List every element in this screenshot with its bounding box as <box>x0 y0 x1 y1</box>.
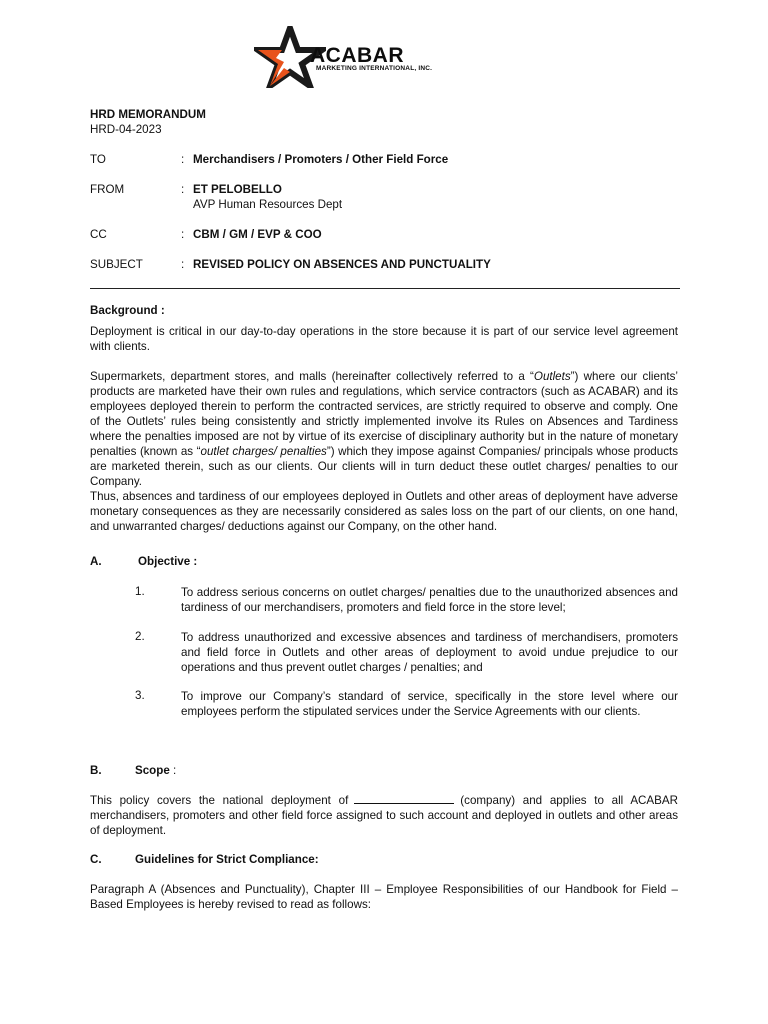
scope-paragraph: This policy covers the national deployment of (company) and applies to all ACABAR merchandisers, promoters and other field force assigned to such account and deployed in outlets and other areas of deployment. <box>90 794 678 837</box>
objective-letter: A. <box>90 555 102 568</box>
memo-heading: HRD MEMORANDUM <box>90 108 206 121</box>
objective-item-number: 3. <box>135 689 145 702</box>
cc-value: CBM / GM / EVP & COO <box>193 228 322 241</box>
objective-item: To address unauthorized and excessive absences and tardiness of merchandisers, promoters and field force in Outlets and other areas of deployment to avoid undue prejudice to our operations and thus prevent outlet charges / penalties; and <box>181 631 678 674</box>
company-logo <box>254 26 454 88</box>
subject-label: SUBJECT <box>90 258 143 271</box>
company-blank <box>354 793 454 804</box>
background-paragraph-2: Supermarkets, department stores, and malls (hereinafter collectively referred to a “Outlets”) where our clients’ products are marketed have their own rules and regulations, which service contractors (such as ACABAR) and its employees deployed therein to perform the contracted services, are strictly required to observe and comply. One of the Outlets’ rules being consistently and strictly implemented involve its Rules on Absences and Tardiness where the penalties imposed are not by virtue of its exercise of disciplinary authority but in the nature of monetary penalties (known as “outlet charges/ penalties”) which they impose against Companies/ principals whose products are marketed therein, such as our clients. Our clients will in turn deduct these outlet charges/ penalties to our Company. <box>90 370 679 488</box>
to-value: Merchandisers / Promoters / Other Field Force <box>193 153 449 166</box>
guidelines-paragraph: Paragraph A (Absences and Punctuality), Chapter III – Employee Responsibilities of our Handbook for Field – Based Employees is hereby revised to read as follows: <box>90 883 678 911</box>
guidelines-title: Guidelines for Strict Compliance: <box>135 853 319 866</box>
guidelines-letter: C. <box>90 853 102 866</box>
logo-subline: MARKETING INTERNATIONAL, INC. <box>316 65 433 72</box>
header-divider <box>90 288 680 289</box>
from-title: AVP Human Resources Dept <box>193 198 343 211</box>
memo-number: HRD-04-2023 <box>90 123 162 136</box>
logo-wordmark: ACABAR <box>310 44 404 67</box>
background-title: Background : <box>90 304 165 317</box>
to-colon: : <box>181 153 185 166</box>
scope-heading: Scope : <box>135 764 177 777</box>
objective-item: To address serious concerns on outlet charges/ penalties due to the unauthorized absences and tardiness of our merchandisers, promoters and field force in the store level; <box>181 586 678 614</box>
to-label: TO <box>90 153 106 166</box>
from-label: FROM <box>90 183 125 196</box>
scope-letter: B. <box>90 764 102 777</box>
cc-label: CC <box>90 228 107 241</box>
objective-item: To improve our Company’s standard of service, specifically in the store level where our employees perform the stipulated services under the Service Agreements with our clients. <box>181 690 678 718</box>
background-paragraph-3: Thus, absences and tardiness of our employees deployed in Outlets and other areas of deployment have adverse monetary consequences as they are necessarily considered as sales loss on the part of our clients, on one hand, and unwarranted charges/ deductions against our Company, on the other hand. <box>90 490 678 533</box>
objective-item-number: 2. <box>135 630 145 643</box>
objective-title: Objective : <box>138 555 198 568</box>
background-paragraph-1: Deployment is critical in our day-to-day operations in the store because it is part of our service level agreement with clients. <box>90 325 678 353</box>
subject-colon: : <box>181 258 185 271</box>
from-value: ET PELOBELLO <box>193 183 282 196</box>
cc-colon: : <box>181 228 185 241</box>
from-colon: : <box>181 183 185 196</box>
objective-item-number: 1. <box>135 585 145 598</box>
subject-value: REVISED POLICY ON ABSENCES AND PUNCTUALITY <box>193 258 491 271</box>
